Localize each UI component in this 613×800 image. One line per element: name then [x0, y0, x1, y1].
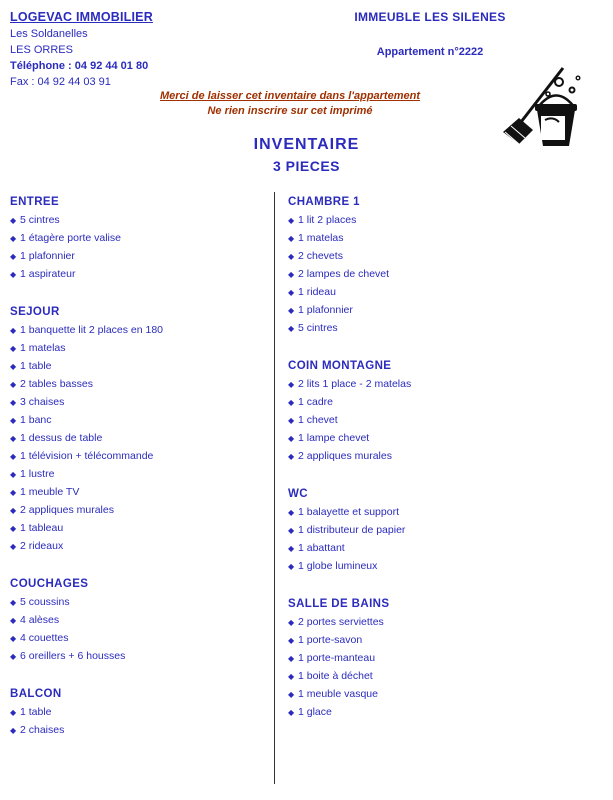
inventory-item [288, 232, 538, 244]
inventory-item-label: 2 chevets [298, 250, 343, 262]
bullet-icon: ◆ [10, 542, 17, 551]
right-column [288, 196, 538, 732]
column-divider [274, 192, 275, 784]
inventory-item-label: 1 chevet [298, 414, 338, 426]
bullet-icon: ◆ [10, 726, 17, 735]
bullet-icon: ◆ [10, 380, 17, 389]
cleaning-bucket-broom-icon [475, 66, 585, 151]
bullet-icon: ◆ [10, 616, 17, 625]
inventory-item-label: 1 banquette lit 2 places en 180 [20, 324, 164, 336]
inventory-item [288, 560, 538, 572]
bullet-icon: ◆ [288, 508, 295, 517]
inventory-item-label: 4 alèses [20, 614, 60, 626]
bullet-icon: ◆ [10, 598, 17, 607]
inventory-item [288, 450, 538, 462]
inventory-item-label: 1 boite à déchet [298, 670, 373, 682]
inventory-item [288, 616, 538, 628]
bullet-icon: ◆ [288, 324, 295, 333]
inventory-item [288, 432, 538, 444]
inventory-item [10, 614, 260, 626]
title-sub: 3 PIECES [272, 158, 341, 174]
inventory-columns [10, 196, 603, 791]
section-spacer [10, 676, 260, 688]
section-spacer [288, 586, 538, 598]
inventory-item-label: 1 plafonnier [298, 304, 353, 316]
bullet-icon: ◆ [288, 690, 295, 699]
section-title: CHAMBRE 1 [288, 196, 360, 208]
apartment-number: Appartement n°2222 [376, 46, 484, 58]
bullet-icon: ◆ [10, 362, 17, 371]
bullet-icon: ◆ [288, 306, 295, 315]
bullet-icon: ◆ [10, 488, 17, 497]
notice-line-1: Merci de laisser cet inventaire dans l'appartement [160, 90, 420, 102]
section-spacer [10, 294, 260, 306]
inventory-item [288, 706, 538, 718]
inventory-item [10, 522, 260, 534]
inventory-item-label: 1 lustre [20, 468, 55, 480]
inventory-item [288, 670, 538, 682]
inventory-section [10, 578, 260, 662]
notice-block [120, 90, 460, 117]
inventory-item [288, 378, 538, 390]
bullet-icon: ◆ [288, 380, 295, 389]
inventory-item [288, 286, 538, 298]
inventory-item [10, 596, 260, 608]
section-title: WC [288, 488, 308, 500]
company-fax: Fax : 04 92 44 03 91 [10, 76, 111, 88]
inventory-item-label: 5 cintres [298, 322, 338, 334]
company-phone: Téléphone : 04 92 44 01 80 [10, 60, 149, 72]
company-block [10, 10, 310, 92]
inventory-item-label: 1 glace [298, 706, 332, 718]
inventory-item-label: 1 porte-savon [298, 634, 363, 646]
inventory-item-label: 2 portes serviettes [298, 616, 384, 628]
inventory-item-label: 1 tableau [20, 522, 64, 534]
inventory-item-label: 2 appliques murales [20, 504, 114, 516]
left-column [10, 196, 260, 750]
bullet-icon: ◆ [288, 252, 295, 261]
inventory-item [10, 250, 260, 262]
bullet-icon: ◆ [288, 672, 295, 681]
bullet-icon: ◆ [288, 708, 295, 717]
inventory-item [288, 396, 538, 408]
bullet-icon: ◆ [10, 216, 17, 225]
bullet-icon: ◆ [10, 416, 17, 425]
company-name: LOGEVAC IMMOBILIER [10, 10, 153, 24]
bullet-icon: ◆ [288, 452, 295, 461]
bullet-icon: ◆ [288, 288, 295, 297]
inventory-section [288, 598, 538, 718]
bullet-icon: ◆ [288, 398, 295, 407]
inventory-item [288, 506, 538, 518]
document-header [10, 8, 603, 118]
bullet-icon: ◆ [10, 252, 17, 261]
building-block [340, 10, 520, 58]
bullet-icon: ◆ [288, 526, 295, 535]
inventory-item [288, 214, 538, 226]
inventory-item [10, 378, 260, 390]
inventory-item [288, 414, 538, 426]
inventory-item-label: 4 couettes [20, 632, 69, 644]
inventory-item-label: 1 étagère porte valise [20, 232, 121, 244]
inventory-item [10, 540, 260, 552]
inventory-item [288, 688, 538, 700]
bullet-icon: ◆ [10, 470, 17, 479]
inventory-section [10, 306, 260, 552]
inventory-item-label: 1 meuble TV [20, 486, 80, 498]
inventory-item-label: 1 télévision + télécommande [20, 450, 154, 462]
bullet-icon: ◆ [288, 234, 295, 243]
section-title: COIN MONTAGNE [288, 360, 392, 372]
inventory-item [10, 706, 260, 718]
inventory-item [288, 250, 538, 262]
inventory-item-label: 1 balayette et support [298, 506, 399, 518]
inventory-item-label: 1 globe lumineux [298, 560, 378, 572]
inventory-item [10, 342, 260, 354]
inventory-item-label: 2 lampes de chevet [298, 268, 390, 280]
inventory-item-label: 1 table [20, 706, 52, 718]
bullet-icon: ◆ [288, 544, 295, 553]
bullet-icon: ◆ [10, 270, 17, 279]
inventory-item [288, 524, 538, 536]
section-title: SEJOUR [10, 306, 60, 318]
inventory-item [10, 632, 260, 644]
section-title: SALLE DE BAINS [288, 598, 390, 610]
inventory-item [288, 304, 538, 316]
building-name: IMMEUBLE LES SILENES [354, 10, 506, 24]
bullet-icon: ◆ [10, 434, 17, 443]
company-city: LES ORRES [10, 44, 73, 56]
bullet-icon: ◆ [288, 270, 295, 279]
inventory-item-label: 6 oreillers + 6 housses [20, 650, 126, 662]
title-main: INVENTAIRE [253, 136, 360, 153]
bullet-icon: ◆ [288, 562, 295, 571]
bullet-icon: ◆ [288, 216, 295, 225]
inventory-item-label: 1 lampe chevet [298, 432, 370, 444]
inventory-section [10, 196, 260, 280]
bullet-icon: ◆ [288, 636, 295, 645]
inventory-item-label: 1 porte-manteau [298, 652, 376, 664]
inventory-item [10, 432, 260, 444]
inventory-section [288, 488, 538, 572]
bullet-icon: ◆ [288, 618, 295, 627]
inventory-item [10, 504, 260, 516]
inventory-item [288, 322, 538, 334]
bullet-icon: ◆ [10, 524, 17, 533]
inventory-item [10, 450, 260, 462]
inventory-item [288, 268, 538, 280]
inventory-item-label: 1 table [20, 360, 52, 372]
inventory-item-label: 2 lits 1 place - 2 matelas [298, 378, 412, 390]
inventory-item-label: 1 meuble vasque [298, 688, 378, 700]
inventory-item [288, 652, 538, 664]
inventory-item-label: 1 cadre [298, 396, 334, 408]
section-spacer [288, 348, 538, 360]
inventory-item [10, 468, 260, 480]
bullet-icon: ◆ [288, 416, 295, 425]
inventory-item-label: 2 rideaux [20, 540, 64, 552]
section-spacer [10, 566, 260, 578]
inventory-item-label: 1 lit 2 places [298, 214, 357, 226]
inventory-item-label: 1 dessus de table [20, 432, 103, 444]
section-spacer [288, 476, 538, 488]
bullet-icon: ◆ [10, 234, 17, 243]
section-title: COUCHAGES [10, 578, 89, 590]
section-title: ENTREE [10, 196, 60, 208]
inventory-item [10, 360, 260, 372]
bullet-icon: ◆ [10, 652, 17, 661]
inventory-item-label: 1 plafonnier [20, 250, 75, 262]
bullet-icon: ◆ [10, 452, 17, 461]
inventory-item [288, 634, 538, 646]
bullet-icon: ◆ [10, 326, 17, 335]
inventory-item-label: 2 appliques murales [298, 450, 392, 462]
inventory-section [288, 196, 538, 334]
bullet-icon: ◆ [288, 654, 295, 663]
inventory-section [288, 360, 538, 462]
bullet-icon: ◆ [288, 434, 295, 443]
inventory-section [10, 688, 260, 736]
inventory-item [10, 232, 260, 244]
inventory-item-label: 1 aspirateur [20, 268, 76, 280]
inventory-item-label: 1 rideau [298, 286, 336, 298]
inventory-item [10, 486, 260, 498]
company-address: Les Soldanelles [10, 28, 88, 40]
inventory-item-label: 1 matelas [298, 232, 344, 244]
inventory-item-label: 5 coussins [20, 596, 70, 608]
inventory-item [10, 414, 260, 426]
bullet-icon: ◆ [10, 398, 17, 407]
inventory-item-label: 1 banc [20, 414, 52, 426]
section-title: BALCON [10, 688, 62, 700]
inventory-item-label: 1 abattant [298, 542, 345, 554]
inventory-item [10, 324, 260, 336]
bullet-icon: ◆ [10, 634, 17, 643]
inventory-item [288, 542, 538, 554]
inventory-item-label: 1 matelas [20, 342, 66, 354]
inventory-item [10, 724, 260, 736]
bullet-icon: ◆ [10, 506, 17, 515]
inventory-item-label: 2 chaises [20, 724, 65, 736]
inventory-item [10, 268, 260, 280]
inventory-item-label: 3 chaises [20, 396, 65, 408]
inventory-item [10, 650, 260, 662]
bullet-icon: ◆ [10, 344, 17, 353]
inventory-item [10, 214, 260, 226]
inventory-item-label: 2 tables basses [20, 378, 93, 390]
bullet-icon: ◆ [10, 708, 17, 717]
inventory-item [10, 396, 260, 408]
notice-line-2: Ne rien inscrire sur cet imprimé [207, 105, 373, 117]
inventory-item-label: 5 cintres [20, 214, 60, 226]
inventory-item-label: 1 distributeur de papier [298, 524, 406, 536]
